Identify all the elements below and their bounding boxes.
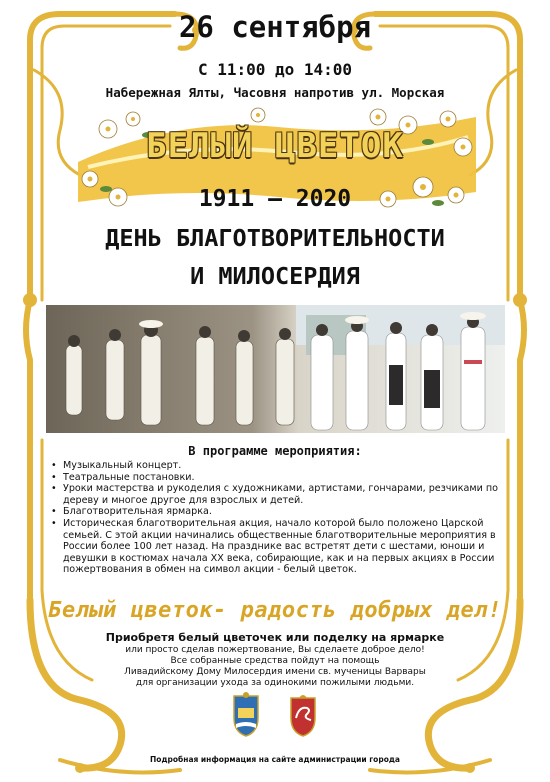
program-list [51, 460, 506, 576]
event-title: БЕЛЫЙ ЦВЕТОК [146, 126, 404, 166]
event-heading-line1: ДЕНЬ БЛАГОТВОРИТЕЛЬНОСТИ [105, 224, 445, 252]
event-years: 1911 – 2020 [198, 186, 352, 212]
list-item: • Благотворительная ярмарка. [51, 506, 506, 518]
footer-note: Подробная информация на сайте администрации города [150, 755, 400, 764]
event-heading-line2: И МИЛОСЕРДИЯ [190, 262, 360, 290]
list-item: • Театральные постановки. [51, 472, 506, 484]
program-title: В программе мероприятия: [188, 444, 362, 458]
list-item: • Уроки мастерства и рукоделия с художниками, артистами, гончарами, резчиками по дереву и многое другое для взрослых и детей. [51, 483, 506, 506]
historical-photo-collage [46, 305, 505, 433]
slogan: Белый цветок- радость добрых дел! [48, 598, 502, 623]
event-place: Набережная Ялты, Часовня напротив ул. Морская [105, 85, 445, 100]
event-date: 26 сентября [178, 10, 372, 44]
crimea-coat-of-arms-icon [285, 692, 321, 738]
list-item: • Историческая благотворительная акция, начало которой было положено Царской семьей. С этой акции начинались общественные благотворительные мероприятия в России более 100 лет назад. На празднике вас встретят дети с шестами, юноши и девушки в костюмах начала XX века, собирающие, как и на первых акциях в России пожертвования в обмен на символ акции - белый цветок. [51, 518, 506, 576]
list-item: • Музыкальный концерт. [51, 460, 506, 472]
call-line-2: Все собранные средства пойдут на помощь [170, 656, 380, 666]
call-to-action: Приобретя белый цветочек или поделку на ярмарке [105, 631, 445, 644]
call-line-4: для организации ухода за одинокими пожилыми людьми. [135, 678, 415, 688]
event-time: С 11:00 до 14:00 [197, 60, 353, 79]
call-line-1: или просто сделав пожертвование, Вы сделаете доброе дело! [125, 645, 425, 655]
call-line-3: Ливадийскому Дому Милосердия имени св. мученицы Варвары [124, 667, 426, 677]
yalta-coat-of-arms-icon [228, 692, 264, 738]
